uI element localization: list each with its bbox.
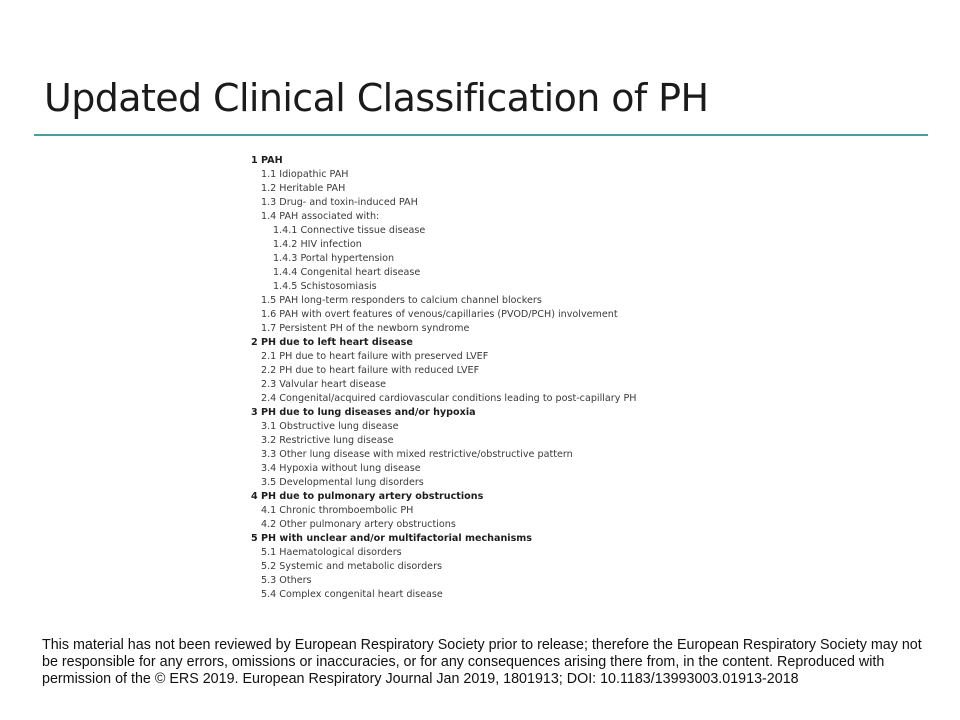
classification-list-item: 2.1 PH due to heart failure with preserved LVEF [261, 351, 489, 362]
classification-list-item: 1.5 PAH long-term responders to calcium channel blockers [261, 295, 542, 306]
footer-disclaimer: This material has not been reviewed by European Respiratory Society prior to release; therefore the European Respiratory Society may not be responsible for any errors, omissions or inaccuracies, or for any consequences arising there from, in the content. Reproduced with permission of the © ERS 2019. European Respiratory Journal Jan 2019, 1801913; DOI: 10.1183/13993003.01913-2018 [42, 637, 922, 688]
classification-list-item: 2.3 Valvular heart disease [261, 379, 387, 390]
classification-list-item: 1.4 PAH associated with: [261, 211, 380, 222]
classification-group-heading: 3 PH due to lung diseases and/or hypoxia [251, 407, 476, 418]
classification-list-item: 2.2 PH due to heart failure with reduced LVEF [261, 365, 480, 376]
classification-list-item: 1.4.4 Congenital heart disease [273, 267, 421, 278]
classification-list-item: 5.3 Others [261, 575, 312, 586]
classification-group-heading: 5 PH with unclear and/or multifactorial mechanisms [251, 533, 533, 544]
classification-list-item: 1.4.1 Connective tissue disease [273, 225, 426, 236]
classification-list-item: 3.1 Obstructive lung disease [261, 421, 399, 432]
classification-list-item: 4.1 Chronic thromboembolic PH [261, 505, 414, 516]
classification-list-item: 5.4 Complex congenital heart disease [261, 589, 443, 600]
title-divider [34, 134, 928, 136]
classification-list-item: 3.5 Developmental lung disorders [261, 477, 424, 488]
slide-title: Updated Clinical Classification of PH [44, 76, 709, 120]
classification-list-item: 3.4 Hypoxia without lung disease [261, 463, 421, 474]
classification-list-item: 5.2 Systemic and metabolic disorders [261, 561, 443, 572]
classification-list-item: 1.1 Idiopathic PAH [261, 169, 349, 180]
classification-group-heading: 2 PH due to left heart disease [251, 337, 413, 348]
classification-list-item: 1.7 Persistent PH of the newborn syndrome [261, 323, 470, 334]
classification-list [251, 154, 671, 602]
classification-list-item: 5.1 Haematological disorders [261, 547, 402, 558]
classification-list-item: 1.4.5 Schistosomiasis [273, 281, 377, 292]
classification-list-item: 4.2 Other pulmonary artery obstructions [261, 519, 456, 530]
classification-list-item: 3.3 Other lung disease with mixed restrictive/obstructive pattern [261, 449, 573, 460]
classification-group-heading: 4 PH due to pulmonary artery obstructions [251, 491, 484, 502]
classification-list-item: 1.4.2 HIV infection [273, 239, 362, 250]
classification-list-item: 3.2 Restrictive lung disease [261, 435, 394, 446]
classification-list-item: 1.4.3 Portal hypertension [273, 253, 395, 264]
classification-list-item: 1.2 Heritable PAH [261, 183, 346, 194]
classification-list-item: 1.6 PAH with overt features of venous/capillaries (PVOD/PCH) involvement [261, 309, 618, 320]
classification-list-item: 1.3 Drug- and toxin-induced PAH [261, 197, 418, 208]
classification-list-item: 2.4 Congenital/acquired cardiovascular conditions leading to post-capillary PH [261, 393, 637, 404]
classification-group-heading: 1 PAH [251, 155, 283, 166]
